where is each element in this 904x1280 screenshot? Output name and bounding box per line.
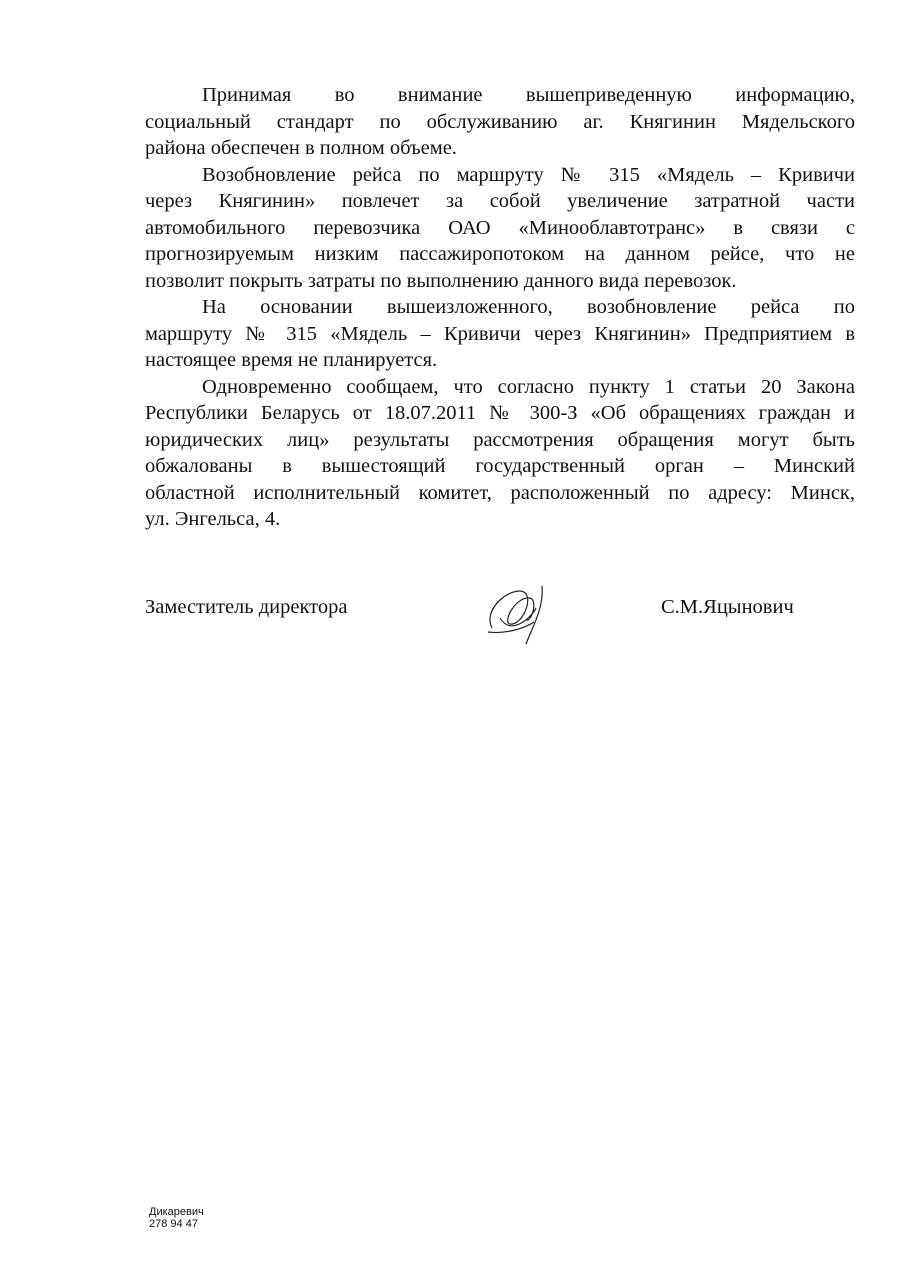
signatory-position: Заместитель директора bbox=[145, 596, 348, 618]
text-line: района обеспечен в полном объеме. bbox=[145, 137, 457, 159]
signatory-name: С.М.Яцынович bbox=[661, 596, 794, 618]
text-line: через Княгинин» повлечет за собой увеличение затратной части bbox=[145, 190, 855, 212]
text-line: Одновременно сообщаем, что согласно пункту 1 статьи 20 Закона bbox=[202, 375, 855, 398]
text-line: областной исполнительный комитет, расположенный по адресу: Минск, bbox=[145, 481, 855, 504]
paragraph-2 bbox=[145, 162, 855, 295]
text-line: маршруту № 315 «Мядель – Кривичи через Княгинин» Предприятием в bbox=[145, 322, 855, 345]
executor-name: Дикаревич bbox=[149, 1206, 204, 1218]
text-line: обжалованы в вышестоящий государственный орган – Минский bbox=[145, 455, 855, 477]
text-line: прогнозируемым низким пассажиропотоком на данном рейсе, что не bbox=[145, 243, 855, 265]
text-line: На основании вышеизложенного, возобновление рейса по bbox=[202, 296, 855, 318]
paragraph-4 bbox=[145, 374, 855, 533]
executor-phone: 278 94 47 bbox=[149, 1218, 198, 1230]
letter-body bbox=[145, 82, 855, 533]
executor-info bbox=[149, 1206, 204, 1230]
text-line: настоящее время не планируется. bbox=[145, 349, 438, 371]
text-line: позволит покрыть затраты по выполнению данного вида перевозок. bbox=[145, 269, 737, 292]
paragraph-1 bbox=[145, 82, 855, 162]
text-line: юридических лиц» результаты рассмотрения обращения могут быть bbox=[145, 428, 855, 451]
text-line: социальный стандарт по обслуживанию аг. Княгинин Мядельского bbox=[145, 110, 855, 133]
text-line: Принимая во внимание вышеприведенную информацию, bbox=[202, 84, 855, 106]
text-line: Возобновление рейса по маршруту № 315 «Мядель – Кривичи bbox=[202, 163, 855, 186]
text-line: автомобильного перевозчика ОАО «Минооблавтотранс» в связи с bbox=[145, 216, 855, 239]
text-line: Республики Беларусь от 18.07.2011 № 300-З «Об обращениях граждан и bbox=[145, 402, 855, 424]
handwritten-signature bbox=[482, 578, 562, 650]
paragraph-3 bbox=[145, 294, 855, 374]
text-line: ул. Энгельса, 4. bbox=[145, 508, 281, 530]
